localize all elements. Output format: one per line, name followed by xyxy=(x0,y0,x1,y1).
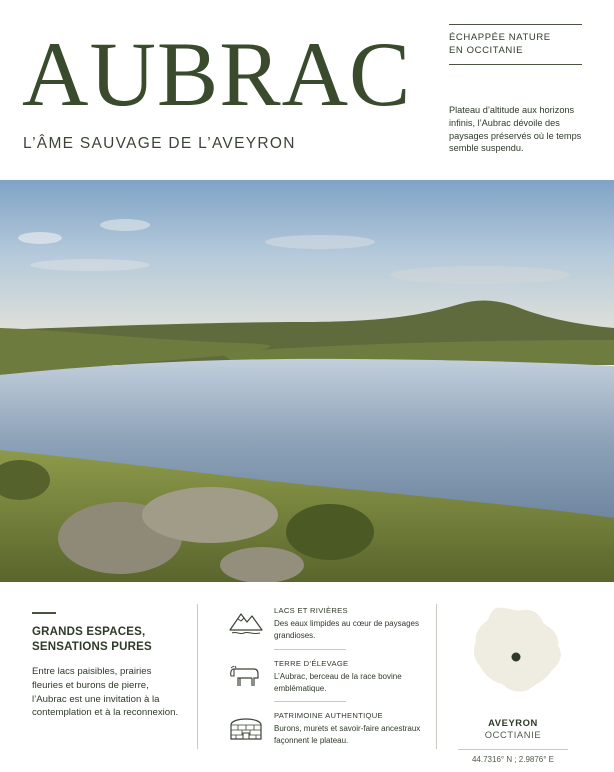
section-heading-line-1: GRANDS ESPACES, xyxy=(32,626,146,638)
tag-line-1: ÉCHAPPÉE NATURE xyxy=(449,32,551,43)
section-body: Entre lacs paisibles, prairies fleuries et burons de pierre, l’Aubrac est une invitation à la contemplation et à la reconnexion. xyxy=(32,666,179,719)
cloud xyxy=(100,219,150,231)
tag-box xyxy=(449,24,582,65)
feature-title: TERRE D’ÉLEVAGE xyxy=(274,659,349,668)
page-subtitle: L’ÂME SAUVAGE DE L’AVEYRON xyxy=(23,135,296,152)
coordinates: 44.7316° N ; 2.9876° E xyxy=(458,749,568,764)
footer xyxy=(0,582,614,768)
feature-title: PATRIMOINE AUTHENTIQUE xyxy=(274,711,383,720)
feature-divider xyxy=(274,701,346,702)
section-heading xyxy=(32,625,182,655)
cloud xyxy=(265,235,375,249)
boulder xyxy=(220,547,304,582)
intro-text: Plateau d’altitude aux horizons infinis, l’Aubrac dévoile des paysages préservés où le temps semble suspendu. xyxy=(449,105,582,154)
department-shape xyxy=(474,608,561,692)
tag-line-2: EN OCCITANIE xyxy=(449,44,524,56)
feature-title: LACS ET RIVIÈRES xyxy=(274,606,348,615)
divider xyxy=(197,604,198,749)
shrub xyxy=(286,504,374,560)
cow-icon xyxy=(228,659,264,689)
location-block xyxy=(448,602,598,772)
accent-rule xyxy=(32,612,56,614)
cloud xyxy=(390,266,570,284)
mountain-icon xyxy=(228,606,264,636)
cloud xyxy=(18,232,62,244)
boulder xyxy=(142,487,278,543)
place-name: AVEYRON xyxy=(488,717,538,728)
header xyxy=(0,0,614,180)
divider xyxy=(436,604,437,749)
place-label xyxy=(448,717,578,764)
aveyron-map-icon xyxy=(448,602,578,702)
feature-description: Des eaux limpides au cœur de paysages grandioses. xyxy=(274,619,419,640)
section-heading-line-2: SENSATIONS PURES xyxy=(32,641,152,653)
page-title: AUBRAC xyxy=(22,23,412,125)
feature-description: L’Aubrac, berceau de la race bovine emblématique. xyxy=(274,672,402,693)
buron-hut-icon xyxy=(228,711,264,741)
intro-column xyxy=(32,612,182,720)
cloud xyxy=(30,259,150,271)
landscape-photo xyxy=(0,180,614,582)
feature-description: Burons, murets et savoir-faire ancestraux façonnent le plateau. xyxy=(274,724,421,745)
location-dot xyxy=(512,653,521,662)
place-region: OCCTIANIE xyxy=(484,729,542,740)
feature-divider xyxy=(274,649,346,650)
landscape-illustration xyxy=(0,180,614,582)
